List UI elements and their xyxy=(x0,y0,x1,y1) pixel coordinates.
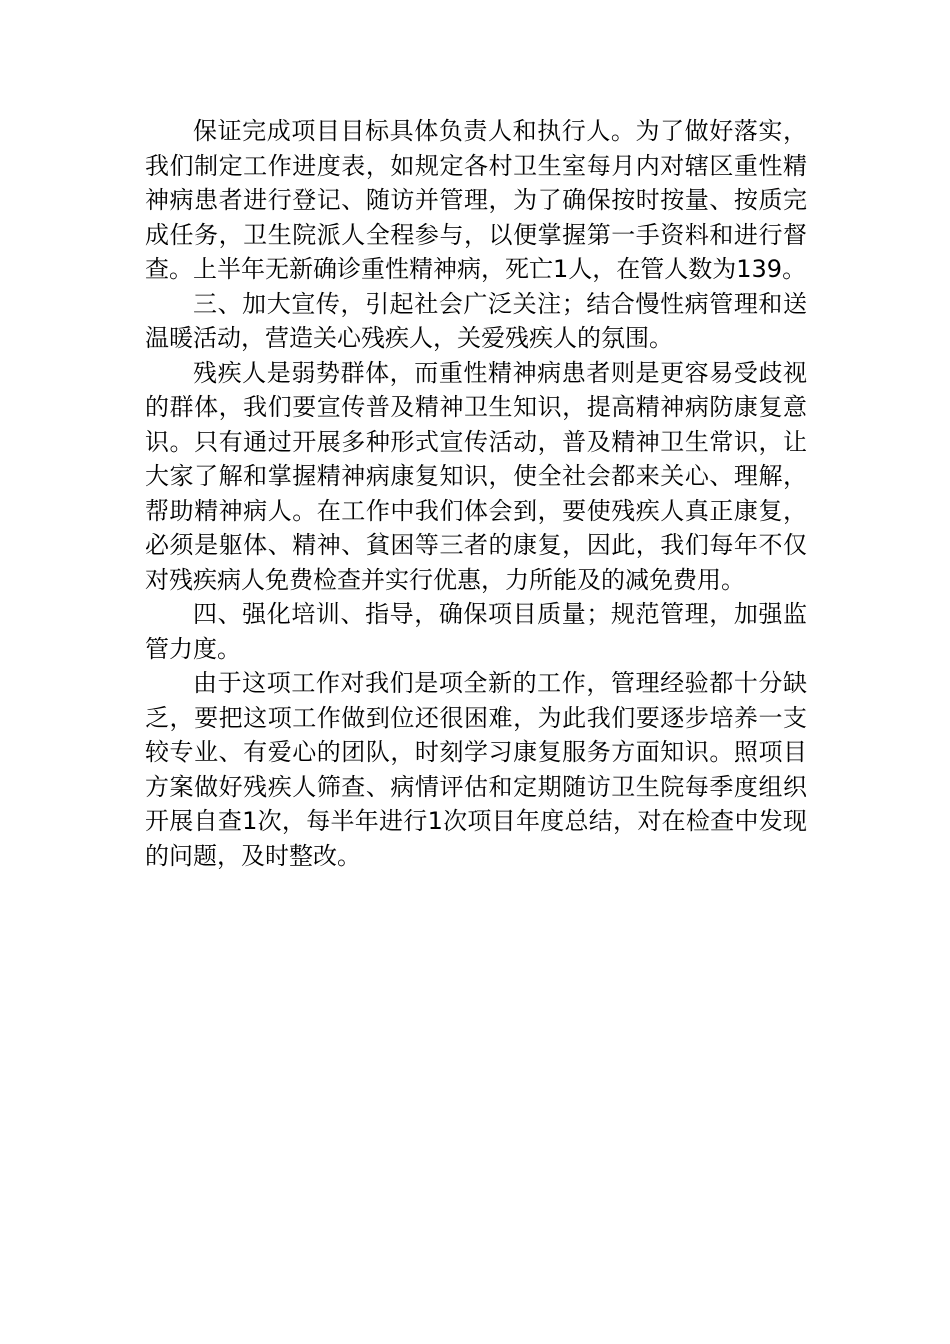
paragraph-team-training: 由于这项工作对我们是项全新的工作，管理经验都十分缺乏，要把这项工作做到位还很困难，为此我们要逐步培养一支较专业、有爱心的团队，时刻学习康复服务方面知识。照项目方案做好残疾人筛查、病情评估和定期随访卫生院每季度组织开展自查1次，每半年进行1次项目年度总结，对在检查中发现的问题，及时整改。 xyxy=(145,669,807,870)
paragraph-mental-health-awareness: 残疾人是弱势群体，而重性精神病患者则是更容易受歧视的群体，我们要宣传普及精神卫生知识，提高精神病防康复意识。只有通过开展多种形式宣传活动，普及精神卫生常识，让大家了解和掌握精神病康复知识，使全社会都来关心、理解，帮助精神病人。在工作中我们体会到，要使残疾人真正康复，必须是躯体、精神、貧困等三者的康复，因此，我们每年不仅对残疾病人免费检查并实行优惠，力所能及的减免费用。 xyxy=(145,358,807,594)
paragraph-section-four-heading: 四、强化培训、指导，确保项目质量；规范管理，加强监管力度。 xyxy=(145,600,807,663)
paragraph-section-three-heading: 三、加大宣传，引起社会广泛关注；结合慢性病管理和送温暖活动，营造关心残疾人，关爱残疾人的氛围。 xyxy=(145,289,807,352)
document-body xyxy=(145,114,807,873)
paragraph-project-responsibility: 保证完成项目目标具体负责人和执行人。为了做好落实，我们制定工作进度表，如规定各村卫生室每月内对辖区重性精神病患者进行登记、随访并管理，为了确保按时按量、按质完成任务，卫生院派人全程参与，以便掌握第一手资料和进行督查。上半年无新确诊重性精神病，死亡1人，在管人数为139。 xyxy=(145,117,807,283)
